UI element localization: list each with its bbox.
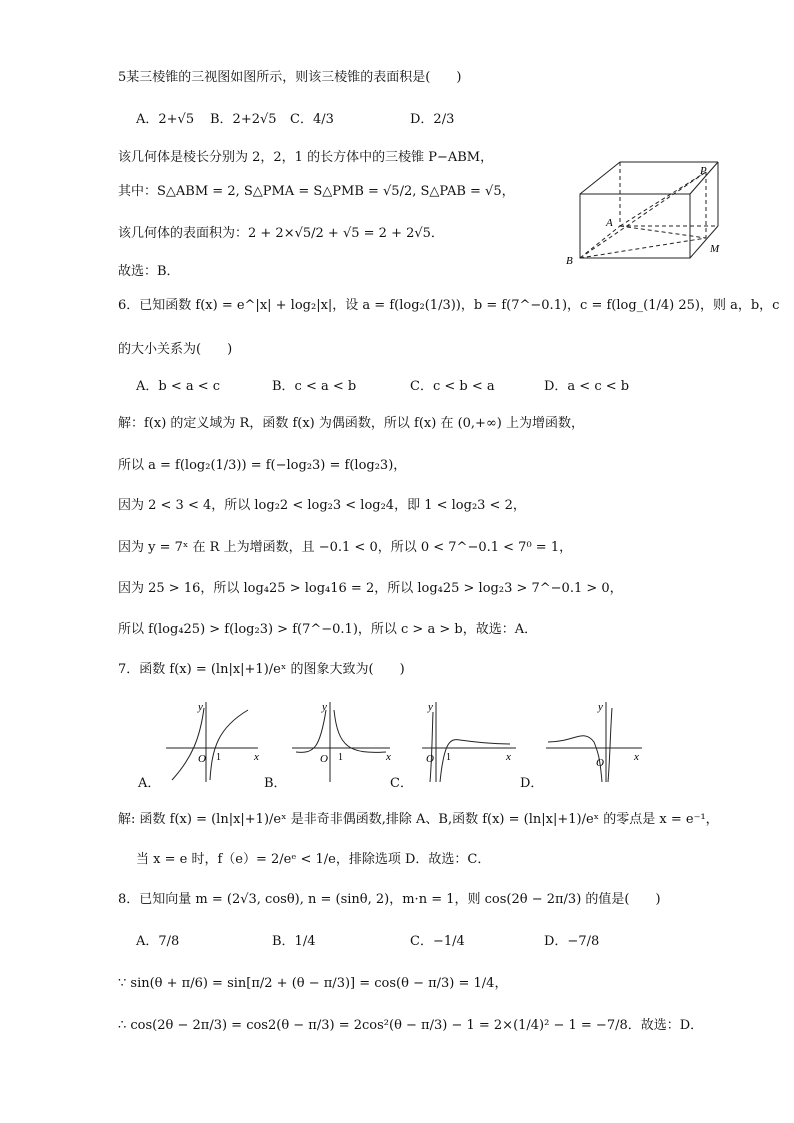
svg-text:x: x bbox=[506, 751, 511, 763]
q6-sol-5: 因为 25 > 16，所以 log₄25 > log₄16 = 2，所以 log₄25 > log₂3 > 7^−0.1 > 0， bbox=[118, 581, 623, 596]
svg-text:x: x bbox=[634, 751, 639, 763]
svg-text:1: 1 bbox=[216, 752, 221, 763]
q6-choice-b: B．c < a < b bbox=[272, 379, 357, 394]
q8-choice-c: C．−1/4 bbox=[410, 934, 465, 949]
q5-line4: 故选：B． bbox=[118, 264, 180, 279]
svg-text:1: 1 bbox=[338, 752, 343, 763]
svg-text:O: O bbox=[198, 753, 206, 765]
q7-graph-a bbox=[162, 698, 272, 784]
q5-choice-a: A．2+√5 bbox=[136, 112, 195, 127]
q7-graph-b bbox=[290, 698, 400, 784]
q6-sol-6: 所以 f(log₄25) > f(log₂3) > f(7^−0.1)，所以 c > a > b，故选：A． bbox=[118, 622, 538, 637]
q7-sol-2: 当 x = e 时，f（e）= 2/eᵉ < 1/e，排除选项 D．故选：C． bbox=[136, 852, 491, 867]
label-p: P bbox=[700, 165, 707, 177]
q5-choice-d: D．2/3 bbox=[410, 112, 455, 127]
q6-sol-2: 所以 a = f(log₂(1/3)) = f(−log₂3) = f(log₂3)， bbox=[118, 458, 407, 473]
q7-label-b: B． bbox=[264, 776, 287, 791]
q7-stem: 7．函数 f(x) = (ln|x|+1)/eˣ 的图象大致为( ) bbox=[118, 662, 405, 677]
q6-stem2: 的大小关系为( ) bbox=[118, 342, 233, 357]
q8-sol-2: ∴ cos(2θ − 2π/3) = cos2(θ − π/3) = 2cos²(θ − π/3) − 1 = 2×(1/4)² − 1 = −7/8．故选：D． bbox=[118, 1018, 704, 1033]
q6-stem: 6．已知函数 f(x) = e^|x| + log₂|x|，设 a = f(log₂(1/3))，b = f(7^−0.1)，c = f(log_(1/4) 25)，则 a，b，c bbox=[118, 298, 780, 313]
q8-choice-b: B．1/4 bbox=[272, 934, 316, 949]
q5-line1: 该几何体是棱长分别为 2，2，1 的长方体中的三棱锥 P−ABM， bbox=[118, 150, 494, 165]
q7-graph-d bbox=[544, 698, 654, 784]
q5-stem: 5某三棱锥的三视图如图所示，则该三棱锥的表面积是( ) bbox=[118, 70, 462, 85]
svg-text:y: y bbox=[598, 701, 603, 713]
q6-choice-a: A．b < a < c bbox=[136, 379, 221, 394]
q5-choice-c: C．4/3 bbox=[290, 112, 334, 127]
label-m: M bbox=[710, 243, 720, 255]
q8-sol-1: ∵ sin(θ + π/6) = sin[π/2 + (θ − π/3)] = cos(θ − π/3) = 1/4， bbox=[118, 976, 508, 991]
q6-sol-4: 因为 y = 7ˣ 在 R 上为增函数，且 −0.1 < 0，所以 0 < 7^−0.1 < 7⁰ = 1， bbox=[118, 540, 573, 555]
svg-text:x: x bbox=[254, 751, 259, 763]
q8-stem: 8．已知向量 m = (2√3, cosθ), n = (sinθ, 2)，m·n = 1，则 cos(2θ − 2π/3) 的值是( ) bbox=[118, 892, 661, 907]
q7-label-d: D． bbox=[520, 776, 544, 791]
q5-line2: 其中：S△ABM = 2, S△PMA = S△PMB = √5/2, S△PAB = √5， bbox=[118, 184, 515, 199]
svg-text:O: O bbox=[596, 757, 604, 769]
svg-text:O: O bbox=[320, 753, 328, 765]
label-a: A bbox=[606, 217, 613, 229]
q6-sol-1: 解：f(x) 的定义域为 R，函数 f(x) 为偶函数，所以 f(x) 在 (0,+∞) 上为增函数， bbox=[118, 416, 584, 431]
svg-text:1: 1 bbox=[446, 752, 451, 763]
svg-text:y: y bbox=[322, 701, 327, 713]
q7-label-a: A． bbox=[138, 776, 161, 791]
q8-choice-d: D．−7/8 bbox=[544, 934, 600, 949]
svg-text:y: y bbox=[198, 701, 203, 713]
svg-text:O: O bbox=[426, 753, 434, 765]
svg-text:y: y bbox=[428, 701, 433, 713]
q6-sol-3: 因为 2 < 3 < 4，所以 log₂2 < log₂3 < log₂4，即 1 < log₂3 < 2， bbox=[118, 498, 526, 513]
q8-choice-a: A．7/8 bbox=[136, 934, 180, 949]
q5-choice-b: B．2+2√5 bbox=[210, 112, 277, 127]
q7-sol-1: 解: 函数 f(x) = (ln|x|+1)/eˣ 是非奇非偶函数,排除 A、B,函数 f(x) = (ln|x|+1)/eˣ 的零点是 x = e⁻¹， bbox=[118, 812, 719, 827]
q5-line3: 该几何体的表面积为：2 + 2×√5/2 + √5 = 2 + 2√5． bbox=[118, 226, 444, 241]
q7-label-c: C． bbox=[390, 776, 413, 791]
q6-choice-c: C．c < b < a bbox=[410, 379, 495, 394]
svg-text:x: x bbox=[386, 751, 391, 763]
q5-box-figure bbox=[566, 158, 726, 268]
label-b: B bbox=[566, 255, 573, 267]
q6-choice-d: D．a < c < b bbox=[544, 379, 630, 394]
q7-graph-c bbox=[420, 698, 530, 784]
